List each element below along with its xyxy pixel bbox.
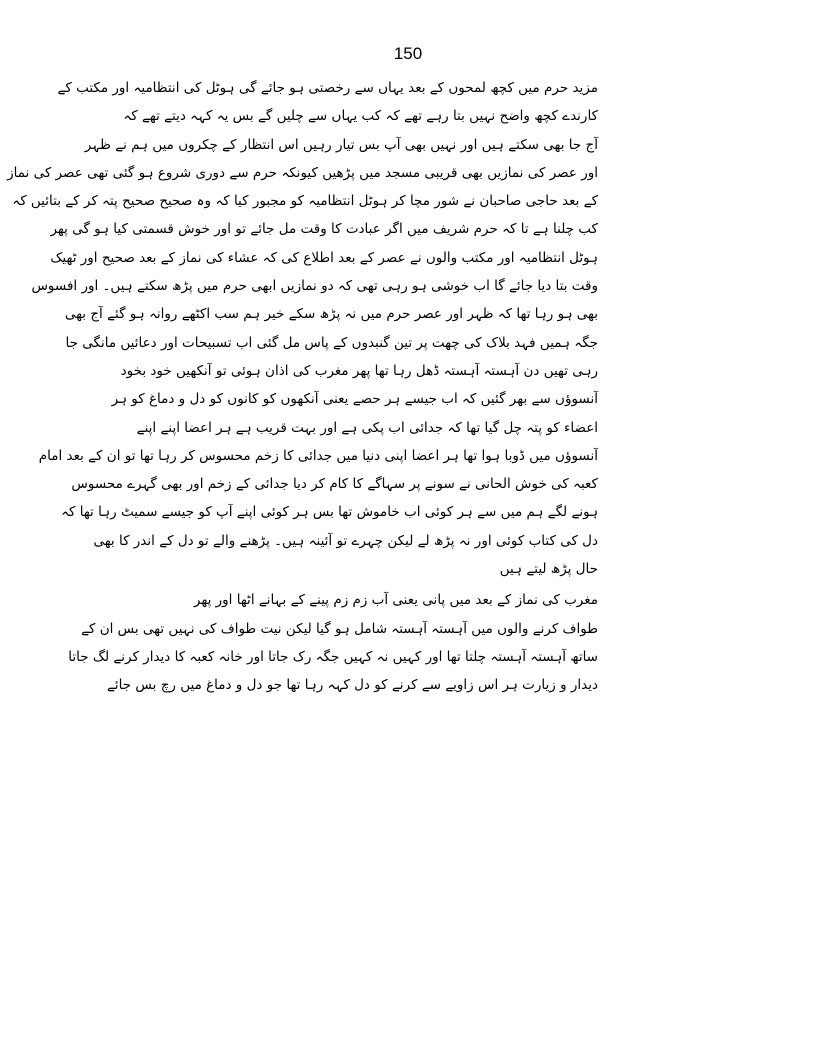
text-line: دیدار و زیارت ہر اس زاویے سے کرنے کو دل کہہ رہا تھا جو دل و دماغ میں رچ بس جائے [107,677,598,694]
text-line: ہوٹل انتظامیہ اور مکتب والوں نے عصر کے بعد اطلاع کی کہ عشاء کی نماز کے بعد صحیح اور ٹھیک [50,249,598,266]
text-line: طواف کرنے والوں میں آہستہ آہستہ شامل ہو گیا لیکن نیت طواف کی نہیں تھی بس ان کے [81,620,598,637]
text-line: کب چلنا ہے تا کہ حرم شریف میں اگر عبادت کا وقت مل جائے تو اور خوش قسمتی کیا ہو گی پھر [50,221,598,238]
text-line: رہی تھیں دن آہستہ آہستہ ڈھل رہا تھا پھر مغرب کی اذان ہوئی تو آنکھیں خود بخود [120,362,598,379]
text-line: آنسوؤں میں ڈوبا ہوا تھا ہر اعضا اپنی دنیا میں جدائی کا زخم محسوس کر رہا تھا تو ان کے بعد امام [38,447,598,464]
text-line: جگہ ہمیں فہد بلاک کی چھت پر تین گنبدوں کے پاس مل گئی اب تسبیحات اور دعائیں مانگی جا [65,334,598,351]
text-line: آج جا بھی سکتے ہیں اور نہیں بھی آپ بس تیار رہیں اس انتظار کے چکروں میں ہم نے ظہر [84,136,598,153]
text-line: مزید حرم میں کچھ لمحوں کے بعد یہاں سے رخصتی ہو جائے گی ہوٹل کی انتظامیہ اور مکتب کے [57,80,598,96]
text-line: ساتھ آہستہ آہستہ چلتا تھا اور کہیں نہ کہیں جگہ رک جاتا اور خانہ کعبہ کا دیدار کرنے لگ جاتا [68,648,598,665]
text-line: مغرب کی نماز کے بعد میں پانی یعنی آب زم زم پینے کے بہانے اٹھا اور پھر [193,592,598,609]
text-line: بھی ہو رہا تھا کہ ظہر اور عصر حرم میں نہ پڑھ سکے خیر ہم سب اکٹھے روانہ ہو گئے آج بھی [64,306,598,323]
text-line: حال پڑھ لیتے ہیں [499,561,598,578]
text-line: کارندے کچھ واضح نہیں بتا رہے تھے کہ کب یہاں سے چلیں گے بس یہ کہہ دیتے تھے کہ [123,108,598,125]
urdu-text-body [7,74,598,700]
text-line: اعضاء کو پتہ چل گیا تھا کہ جدائی اب پکی ہے اور بہت قریب ہے ہر اعضا اپنے اپنے [136,419,598,436]
text-line: اور عصر کی نمازیں بھی قریبی مسجد میں پڑھیں کیونکہ حرم سے دوری شروع ہو گئی تھی عصر کی نماز [7,164,598,181]
text-line: کے بعد حاجی صاحبان نے شور مچا کر ہوٹل انتظامیہ کو مجبور کیا کہ وہ صحیح صحیح پتہ کر کے بتائیں کہ [12,193,598,210]
text-line: دل کی کتاب کوئی اور نہ پڑھ لے لیکن چہرے تو آئینہ ہیں۔ پڑھنے والے تو دل کے اندر کا بھی [93,532,598,549]
paragraph-2 [68,586,598,699]
text-line: ہونے لگے ہم میں سے ہر کوئی اب خاموش تھا بس ہر کوئی اپنے آپ کو جیسے سمیٹ رہا تھا کہ [61,504,598,521]
text-line: آنسوؤں سے بھر گئیں کہ اب جیسے ہر حصے یعنی آنکھوں کو کانوں کو دل و دماغ کو ہر [111,391,598,408]
paragraph-1 [7,74,598,583]
text-line: وقت بتا دیا جائے گا اب خوشی ہو رہی تھی کہ دو نمازیں ابھی حرم میں پڑھ سکتے ہیں۔ اور افسوس [31,278,598,295]
page-number: 150 [393,44,423,63]
text-line: کعبہ کی خوش الحانی نے سونے پر سہاگے کا کام کر دیا جدائی کے زخم اور بھی گہرے محسوس [71,476,598,493]
